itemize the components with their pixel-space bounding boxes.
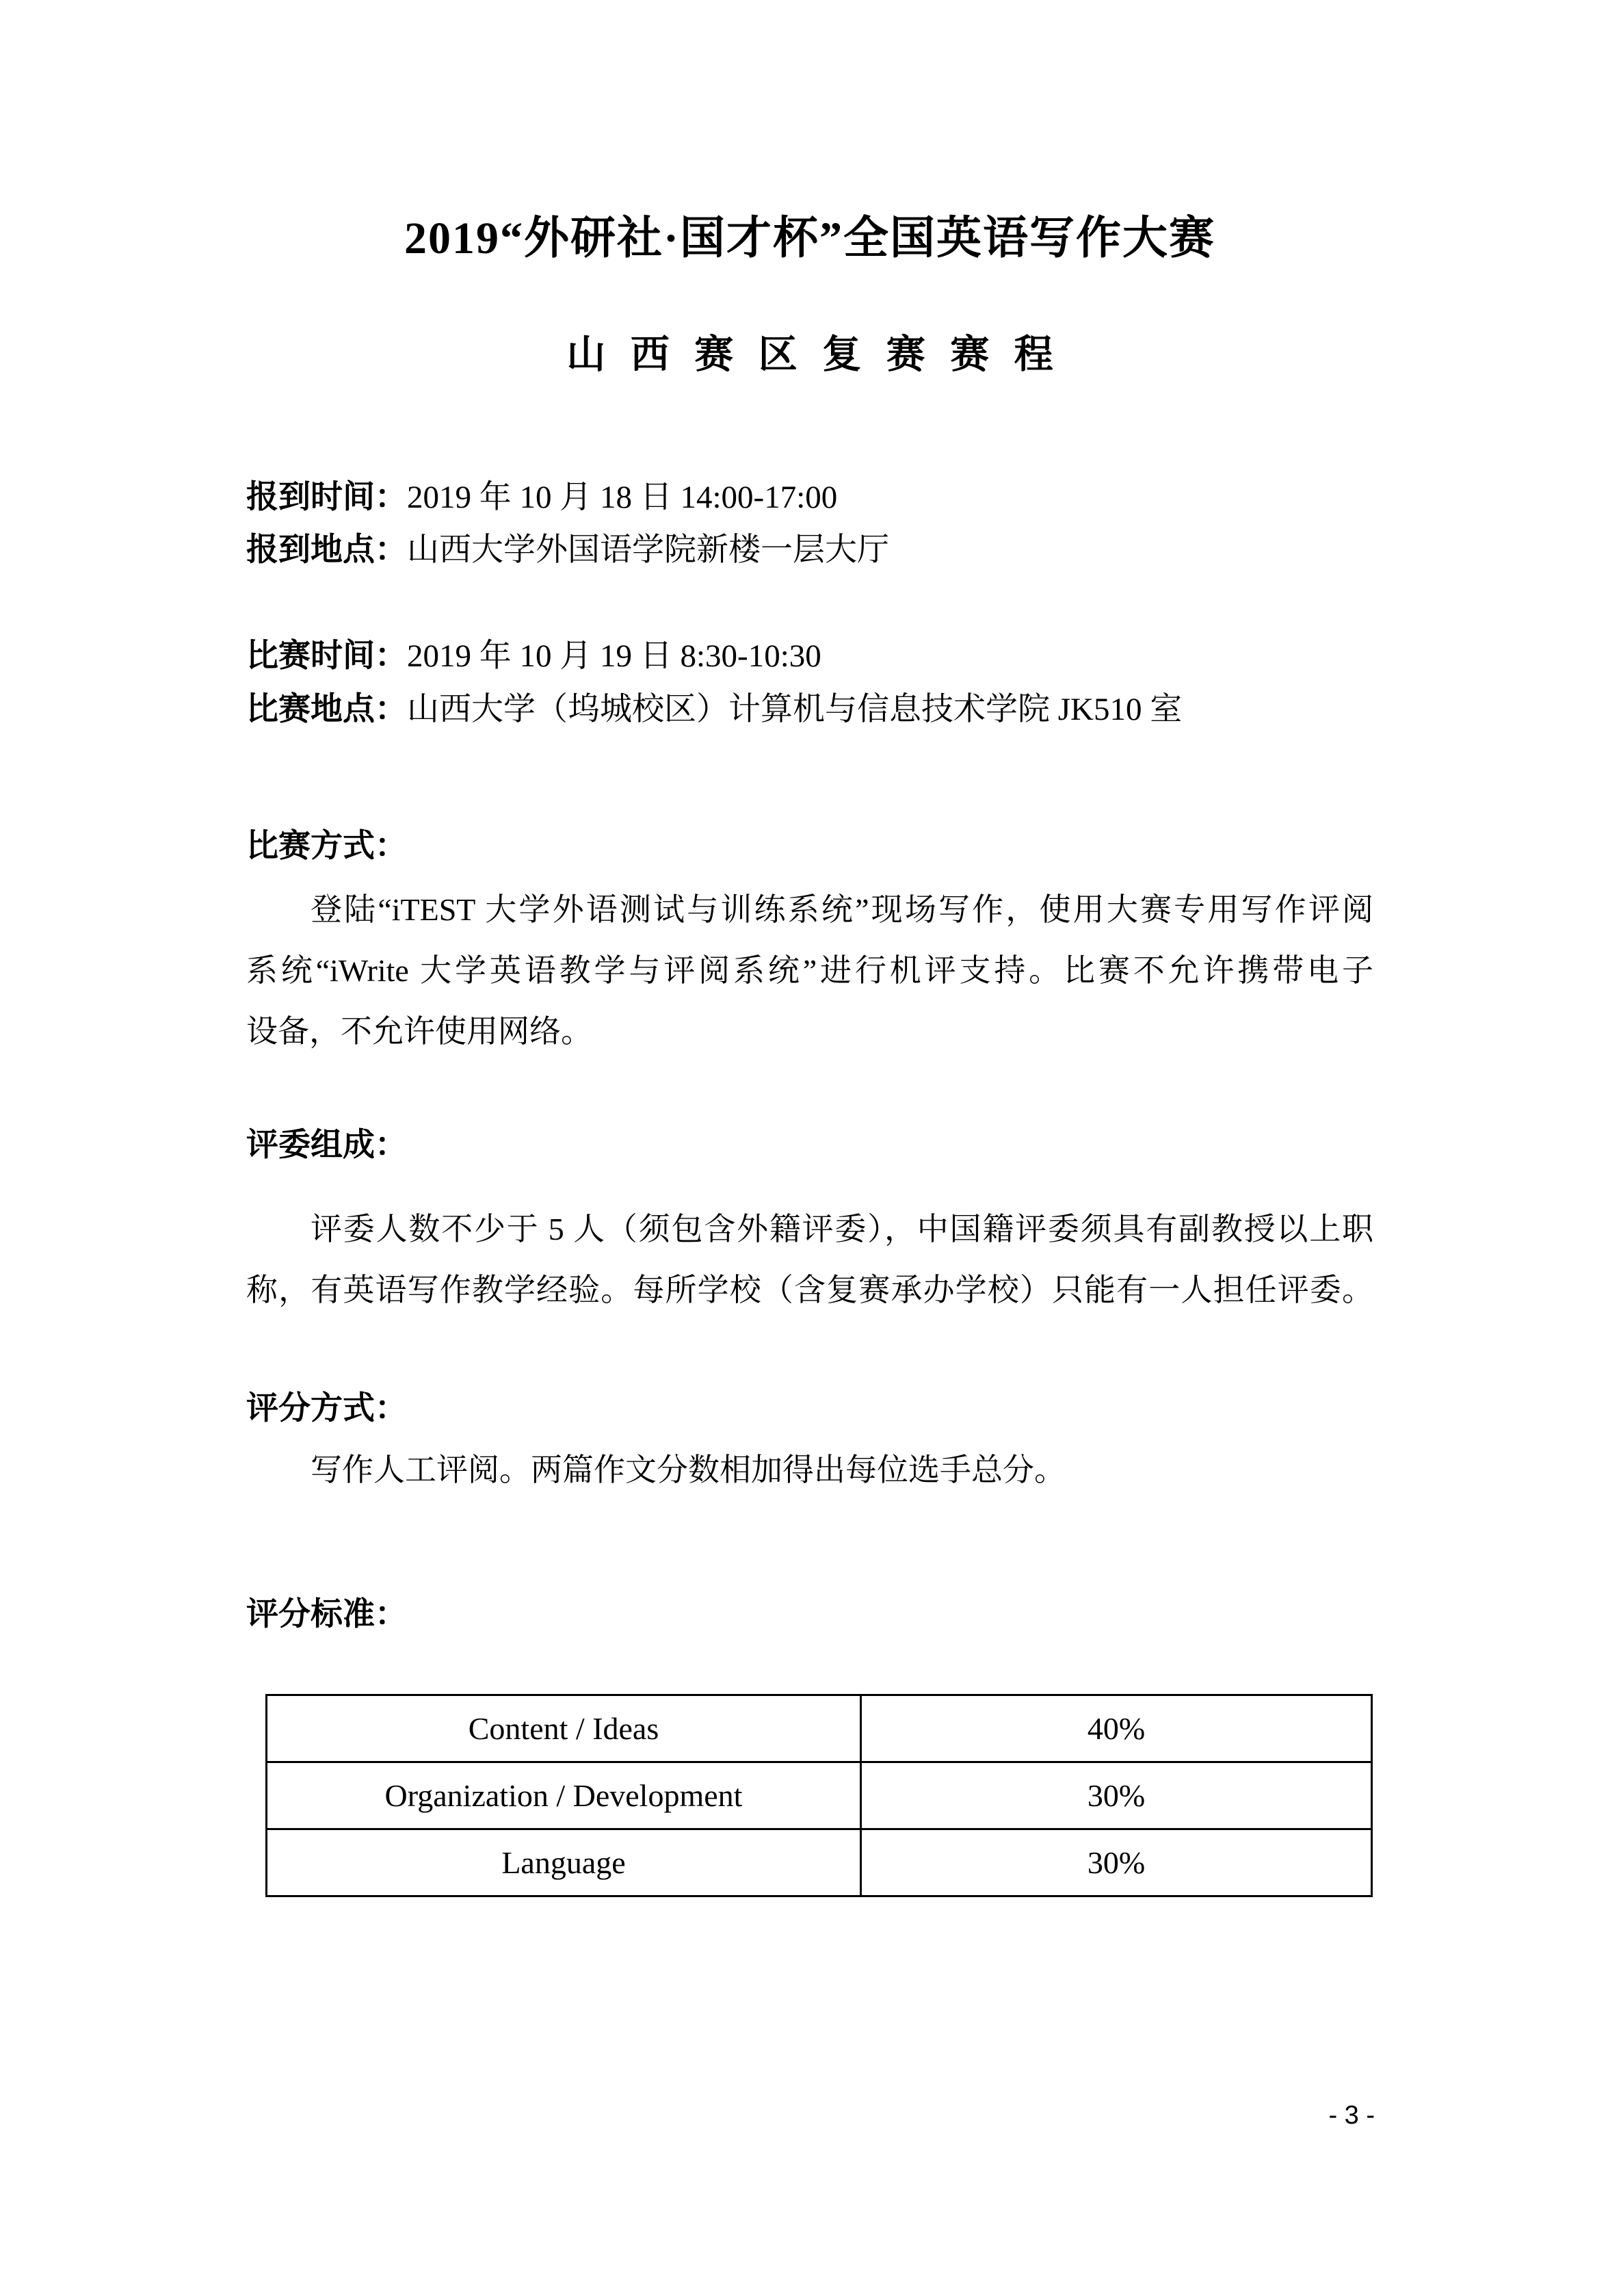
section-heading-scoring-criteria: 评分标准： [246, 1597, 407, 1632]
info-line-contest-time [246, 637, 1373, 675]
info-line-registration-place [246, 531, 1373, 569]
section-heading-contest-format: 比赛方式： [246, 829, 407, 864]
section-paragraph-judge-panel [246, 1199, 1373, 1320]
scoring-criteria-table [265, 1694, 1373, 1897]
registration-time-value: 2019 年 10 月 18 日 14:00-17:00 [407, 480, 838, 515]
document-title: 2019“外研社·国才杯”全国英语写作大赛 [404, 213, 1215, 263]
paragraph-line: 评委人数不少于 5 人（须包含外籍评委），中国籍评委须具有副教授以上职 [311, 1212, 1373, 1247]
paragraph-line: 称，有英语写作教学经验。每所学校（含复赛承办学校）只能有一人担任评委。 [246, 1273, 1373, 1307]
table-row [267, 1829, 1372, 1896]
section-heading-judge-panel: 评委组成： [246, 1127, 407, 1163]
section-paragraph-scoring-method [246, 1439, 1373, 1500]
section-paragraph-contest-format [246, 879, 1373, 1062]
table-row [267, 1695, 1372, 1762]
paragraph-line: 系统“iWrite 大学英语教学与评阅系统”进行机评支持。比赛不允许携带电子 [246, 953, 1373, 988]
registration-place-label: 报到地点： [246, 532, 407, 568]
criterion-cell: Content / Ideas [267, 1695, 861, 1762]
weight-cell: 40% [861, 1695, 1372, 1762]
registration-place-value: 山西大学外国语学院新楼一层大厅 [407, 532, 889, 568]
weight-cell: 30% [861, 1762, 1372, 1829]
weight-cell: 30% [861, 1829, 1372, 1896]
info-line-registration-time [246, 478, 1373, 517]
registration-time-label: 报到时间： [246, 480, 407, 515]
contest-place-value: 山西大学（坞城校区）计算机与信息技术学院 JK510 室 [407, 692, 1183, 727]
section-heading-scoring-method: 评分方式： [246, 1391, 407, 1426]
info-line-contest-place [246, 690, 1373, 729]
paragraph-line: 写作人工评阅。两篇作文分数相加得出每位选手总分。 [311, 1452, 1066, 1487]
criterion-cell: Language [267, 1829, 861, 1896]
page-number: - 3 - [1328, 2101, 1375, 2130]
criterion-cell: Organization / Development [267, 1762, 861, 1829]
contest-time-label: 比赛时间： [246, 638, 407, 674]
document-subtitle: 山西赛区复赛赛程 [566, 333, 1079, 376]
contest-time-value: 2019 年 10 月 19 日 8:30-10:30 [407, 638, 821, 674]
contest-place-label: 比赛地点： [246, 692, 407, 727]
paragraph-line: 设备，不允许使用网络。 [246, 1014, 592, 1049]
table-row [267, 1762, 1372, 1829]
paragraph-line: 登陆“iTEST 大学外语测试与训练系统”现场写作，使用大赛专用写作评阅 [311, 892, 1373, 927]
